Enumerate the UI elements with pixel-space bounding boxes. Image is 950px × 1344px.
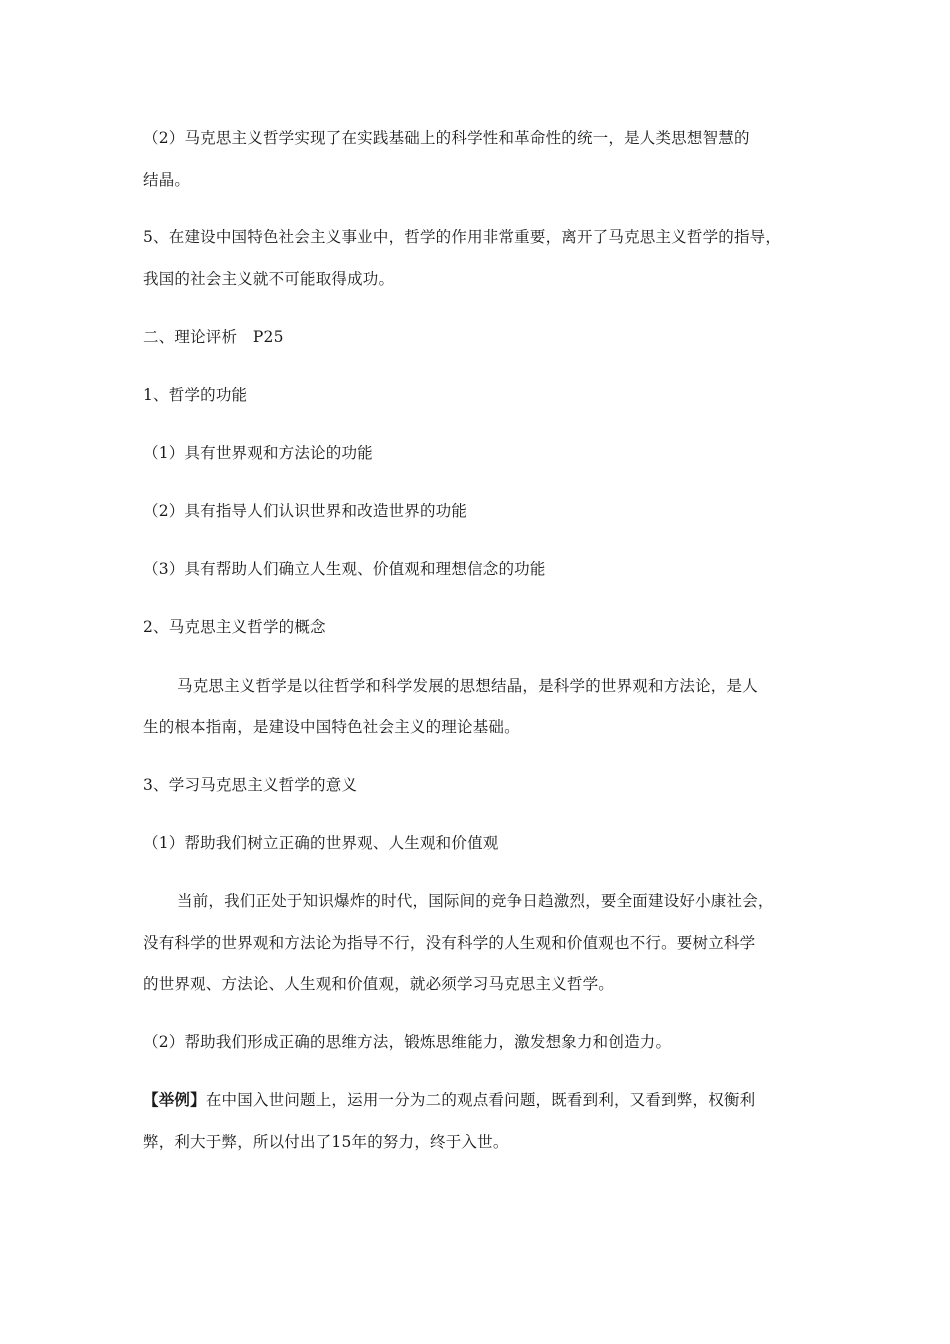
paragraph-line: （2）马克思主义哲学实现了在实践基础上的科学性和革命性的统一，是人类思想智慧的 — [143, 129, 750, 147]
list-item: （3）具有帮助人们确立人生观、价值观和理想信念的功能 — [143, 560, 546, 578]
list-item: （2）帮助我们形成正确的思维方法，锻炼思维能力，激发想象力和创造力。 — [143, 1033, 672, 1051]
paragraph-line: 的世界观、方法论、人生观和价值观，就必须学习马克思主义哲学。 — [143, 975, 615, 993]
paragraph-line: 没有科学的世界观和方法论为指导不行，没有科学的人生观和价值观也不行。要树立科学 — [143, 934, 756, 952]
subsection-heading: 3、学习马克思主义哲学的意义 — [143, 776, 358, 794]
paragraph-line: 当前，我们正处于知识爆炸的时代，国际间的竞争日趋激烈，要全面建设好小康社会， — [177, 892, 774, 910]
list-item: （2）具有指导人们认识世界和改造世界的功能 — [143, 502, 468, 520]
example-line-continued: 弊，利大于弊，所以付出了15年的努力，终于入世。 — [143, 1133, 509, 1151]
example-text: 在中国入世问题上，运用一分为二的观点看问题，既看到利，又看到弊，权衡利 — [205, 1091, 756, 1109]
paragraph-line: 结晶。 — [143, 171, 191, 189]
subsection-heading: 2、马克思主义哲学的概念 — [143, 618, 326, 636]
paragraph-line: 马克思主义哲学是以往哲学和科学发展的思想结晶，是科学的世界观和方法论，是人 — [177, 677, 758, 695]
paragraph-line: 我国的社会主义就不可能取得成功。 — [143, 270, 395, 288]
paragraph-line: 5、在建设中国特色社会主义事业中，哲学的作用非常重要，离开了马克思主义哲学的指导， — [143, 228, 782, 246]
list-item: （1）帮助我们树立正确的世界观、人生观和价值观 — [143, 834, 499, 852]
subsection-heading: 1、哲学的功能 — [143, 386, 248, 404]
list-item: （1）具有世界观和方法论的功能 — [143, 444, 373, 462]
example-label: 【举例】 — [143, 1090, 206, 1109]
section-heading: 二、理论评析 P25 — [143, 328, 284, 346]
paragraph-line: 生的根本指南，是建设中国特色社会主义的理论基础。 — [143, 718, 520, 736]
example-line — [143, 1090, 823, 1110]
